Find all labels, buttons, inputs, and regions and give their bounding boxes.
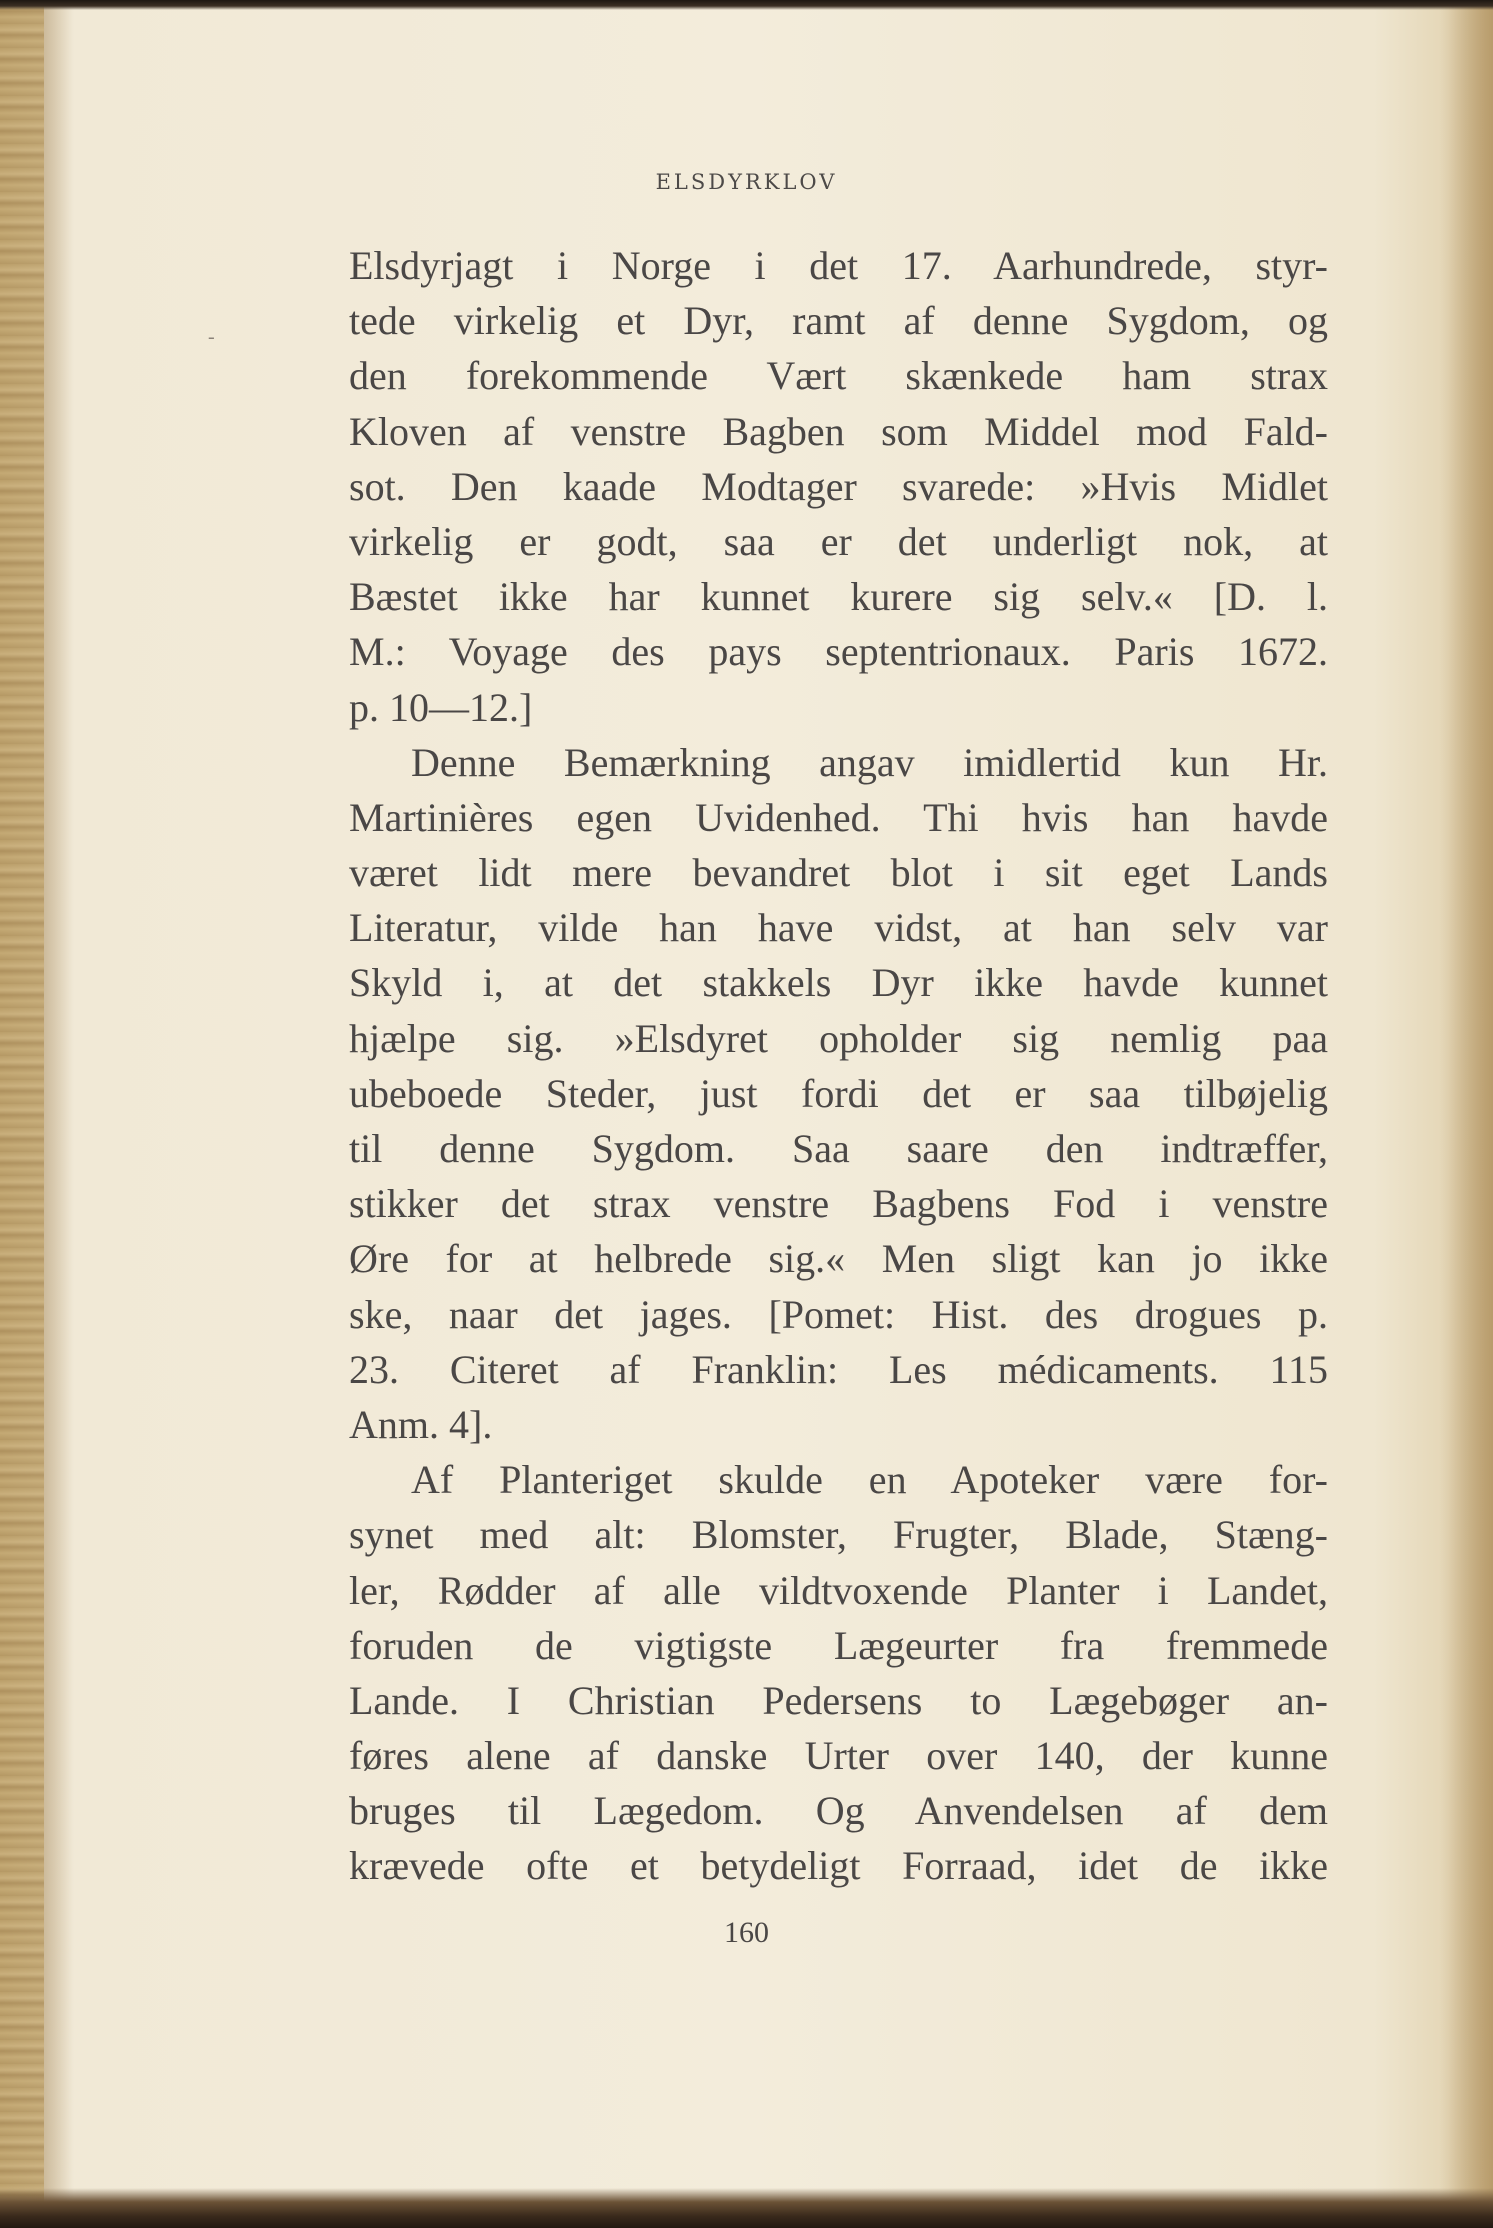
text-line: den forekommende Vært skænkede ham strax <box>349 353 1328 399</box>
body-text <box>349 238 1328 1894</box>
text-line: Lande. I Christian Pedersens to Lægebøger an- <box>349 1677 1328 1723</box>
text-line: Literatur, vilde han have vidst, at han selv var <box>349 905 1328 951</box>
text-line: Bæstet ikke har kunnet kurere sig selv.« [D. l. <box>349 574 1328 620</box>
text-line: synet med alt: Blomster, Frugter, Blade, Stæng- <box>349 1512 1328 1558</box>
gutter-shadow <box>44 0 74 2228</box>
text-line: Øre for at helbrede sig.« Men sligt kan jo ikke <box>349 1236 1328 1282</box>
text-line: virkelig er godt, saa er det underligt nok, at <box>349 518 1328 564</box>
page-number: 160 <box>724 1916 769 1949</box>
book-spine <box>0 0 44 2228</box>
text-line: Denne Bemærkning angav imidlertid kun Hr. <box>411 739 1328 785</box>
text-line: føres alene af danske Urter over 140, der kunne <box>349 1733 1328 1779</box>
text-line: Af Planteriget skulde en Apoteker være for- <box>411 1457 1328 1503</box>
text-line: bruges til Lægedom. Og Anvendelsen af dem <box>349 1788 1328 1834</box>
text-line: Anm. 4]. <box>349 1401 493 1447</box>
text-line: ler, Rødder af alle vildtvoxende Planter i Landet, <box>349 1567 1328 1613</box>
margin-mark: - <box>208 326 215 348</box>
text-line: ubeboede Steder, just fordi det er saa tilbøjelig <box>349 1070 1328 1116</box>
text-line: Martinières egen Uvidenhed. Thi hvis han havde <box>349 794 1328 840</box>
text-line: M.: Voyage des pays septentrionaux. Paris 1672. <box>349 629 1328 675</box>
running-head: ELSDYRKLOV <box>655 170 838 194</box>
text-line: krævede ofte et betydeligt Forraad, idet de ikke <box>349 1843 1328 1889</box>
text-line: tede virkelig et Dyr, ramt af denne Sygdom, og <box>349 298 1328 344</box>
text-line: Elsdyrjagt i Norge i det 17. Aarhundrede, styr- <box>349 243 1328 288</box>
text-line: ske, naar det jages. [Pomet: Hist. des drogues p. <box>349 1291 1328 1337</box>
text-line: været lidt mere bevandret blot i sit eget Lands <box>349 850 1328 896</box>
text-line: p. 10—12.] <box>349 684 533 730</box>
text-line: foruden de vigtigste Lægeurter fra fremmede <box>349 1622 1328 1668</box>
page-edge-shadow <box>1440 0 1493 2228</box>
top-page-edge <box>0 0 1493 10</box>
text-line: Skyld i, at det stakkels Dyr ikke havde kunnet <box>349 960 1328 1006</box>
text-line: Kloven af venstre Bagben som Middel mod Fald- <box>349 408 1328 454</box>
text-line: til denne Sygdom. Saa saare den indtræffer, <box>349 1126 1328 1171</box>
text-line: 23. Citeret af Franklin: Les médicaments. 115 <box>349 1346 1328 1392</box>
text-line: stikker det strax venstre Bagbens Fod i venstre <box>349 1181 1328 1227</box>
text-line: hjælpe sig. »Elsdyret opholder sig nemlig paa <box>349 1015 1328 1061</box>
text-line: sot. Den kaade Modtager svarede: »Hvis Midlet <box>349 463 1328 509</box>
bottom-page-edge <box>0 2188 1493 2228</box>
